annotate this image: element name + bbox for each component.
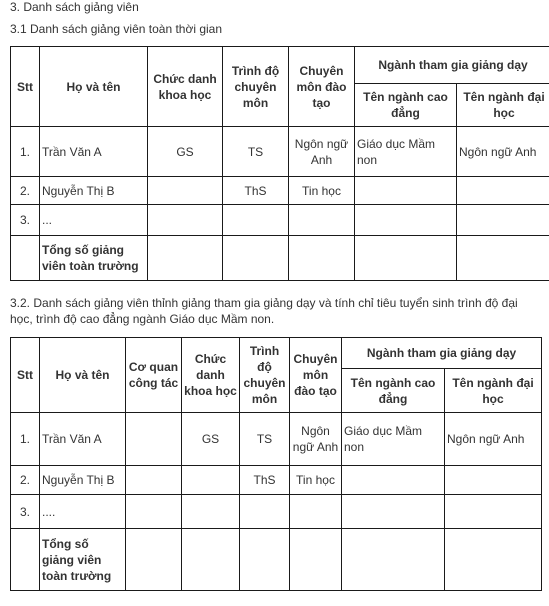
table-total-row	[11, 236, 549, 281]
header-stt: Stt	[11, 47, 40, 127]
cell-name: Trần Văn A	[40, 127, 148, 177]
cell-name: ...	[40, 205, 148, 236]
cell-academic-title	[182, 495, 240, 529]
header-workplace: Cơ quan công tác	[126, 338, 182, 413]
table-total-row	[11, 529, 542, 591]
header-stt: Stt	[11, 338, 40, 413]
cell-academic-title	[148, 177, 223, 205]
header-university-major: Tên ngành đại học	[457, 84, 549, 127]
header-college-major: Tên ngành cao đẳng	[355, 84, 457, 127]
cell-university-major	[445, 495, 542, 529]
table-row	[11, 177, 549, 205]
table-row	[11, 205, 549, 236]
cell-university-major	[445, 466, 542, 495]
table-row	[11, 495, 542, 529]
header-teaching-group: Ngành tham gia giảng dạy	[342, 338, 542, 369]
cell-college-major: Giáo dục Mầm non	[342, 413, 445, 466]
cell-academic-title: GS	[182, 413, 240, 466]
cell-name: Nguyễn Thị B	[40, 177, 148, 205]
table-row	[11, 413, 542, 466]
header-college-major: Tên ngành cao đẳng	[342, 369, 445, 413]
cell-workplace	[126, 466, 182, 495]
total-label: Tổng số giảng viên toàn trường	[40, 236, 148, 281]
cell-degree	[240, 495, 290, 529]
header-academic-title: Chức danh khoa học	[148, 47, 223, 127]
cell-major: Tin học	[290, 466, 342, 495]
cell-workplace	[126, 495, 182, 529]
cell-college-major	[342, 466, 445, 495]
table-row	[11, 466, 542, 495]
cell-degree: TS	[240, 413, 290, 466]
cell-name: Trần Văn A	[40, 413, 126, 466]
section1-title: 3.1 Danh sách giảng viên toàn thời gian	[10, 22, 223, 36]
cell-college-major	[342, 495, 445, 529]
total-label: Tổng số giảng viên toàn trường	[40, 529, 126, 591]
header-university-major: Tên ngành đại học	[445, 369, 542, 413]
cell-university-major: Ngôn ngữ Anh	[457, 127, 549, 177]
cell-degree: ThS	[223, 177, 289, 205]
cell-name: Nguyễn Thị B	[40, 466, 126, 495]
cell-college-major	[355, 205, 457, 236]
fulltime-lecturers-table	[10, 46, 549, 281]
cell-college-major	[355, 177, 457, 205]
cell-stt: 2.	[11, 177, 40, 205]
cell-degree	[223, 205, 289, 236]
cell-major	[290, 495, 342, 529]
header-teaching-group: Ngành tham gia giảng dạy	[355, 47, 549, 84]
cell-academic-title	[182, 466, 240, 495]
header-major: Chuyên môn đào tạo	[289, 47, 355, 127]
cell-college-major: Giáo dục Mầm non	[355, 127, 457, 177]
header-name: Họ và tên	[40, 338, 126, 413]
cell-major: Ngôn ngữ Anh	[290, 413, 342, 466]
cell-academic-title: GS	[148, 127, 223, 177]
section2-title: 3.2. Danh sách giảng viên thỉnh giảng tham gia giảng dạy và tính chỉ tiêu tuyển sinh trình độ đại học, trình độ cao đẳng ngành Giáo dục Mầm non.	[10, 296, 518, 326]
cell-major: Tin học	[289, 177, 355, 205]
section-heading: 3. Danh sách giảng viên	[10, 0, 139, 14]
cell-major	[289, 205, 355, 236]
cell-stt: 1.	[11, 127, 40, 177]
cell-name: ....	[40, 495, 126, 529]
header-name: Họ và tên	[40, 47, 148, 127]
cell-stt: 3.	[11, 495, 40, 529]
header-major: Chuyên môn đào tạo	[290, 338, 342, 413]
cell-university-major	[457, 177, 549, 205]
header-degree: Trình độ chuyên môn	[223, 47, 289, 127]
table-row	[11, 127, 549, 177]
cell-stt: 1.	[11, 413, 40, 466]
header-degree: Trình độ chuyên môn	[240, 338, 290, 413]
cell-degree: ThS	[240, 466, 290, 495]
cell-stt: 2.	[11, 466, 40, 495]
cell-degree: TS	[223, 127, 289, 177]
cell-stt: 3.	[11, 205, 40, 236]
cell-academic-title	[148, 205, 223, 236]
cell-university-major	[457, 205, 549, 236]
visiting-lecturers-table	[10, 337, 542, 591]
header-academic-title: Chức danh khoa học	[182, 338, 240, 413]
cell-university-major: Ngôn ngữ Anh	[445, 413, 542, 466]
cell-major: Ngôn ngữ Anh	[289, 127, 355, 177]
cell-workplace	[126, 413, 182, 466]
